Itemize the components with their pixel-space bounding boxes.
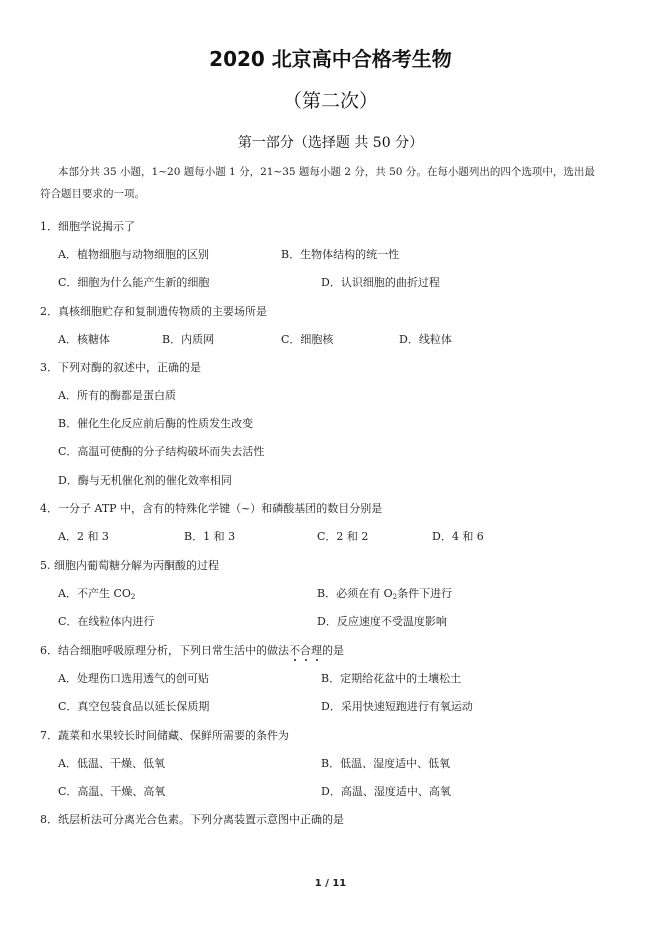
question-6-option-c: C．真空包装食品以延长保质期 — [58, 700, 210, 713]
page-number: 1 / 11 — [314, 878, 347, 889]
question-5-option-d: D．反应速度不受温度影响 — [317, 615, 447, 628]
question-1-option-d: D．认识细胞的曲折过程 — [321, 276, 440, 289]
question-3-option-a: A．所有的酶都是蛋白质 — [58, 389, 176, 402]
question-8-stem: 8．纸层析法可分离光合色素。下列分离装置示意图中正确的是 — [40, 813, 344, 826]
question-1-option-b: B．生物体结构的统一性 — [281, 248, 400, 261]
page-subtitle: （第二次） — [282, 90, 378, 112]
question-7-option-a: A．低温、干燥、低氧 — [58, 757, 165, 770]
section-heading: 第一部分（选择题 共 50 分） — [237, 135, 424, 151]
question-2-option-d: D．线粒体 — [399, 333, 452, 346]
question-7-option-b: B．低温、湿度适中、低氧 — [321, 757, 451, 770]
question-2-option-a: A．核糖体 — [58, 333, 110, 346]
question-1-option-a: A．植物细胞与动物细胞的区别 — [58, 248, 209, 261]
question-3-option-c: C．高温可使酶的分子结构破坏而失去活性 — [58, 445, 265, 458]
question-4-option-c: C．2 和 2 — [317, 530, 369, 543]
question-2-option-b: B．内质网 — [162, 333, 215, 346]
question-5-stem: 5. 细胞内葡萄糖分解为丙酮酸的过程 — [40, 559, 219, 572]
question-7-option-d: D．高温、湿度适中、高氧 — [321, 785, 451, 798]
question-6-stem: 6．结合细胞呼吸原理分析，下列日常生活中的做法不合理的是 — [40, 644, 344, 657]
intro-line-1: 本部分共 35 小题，1~20 题每小题 1 分，21~35 题每小题 2 分，共 50 分。在每小题列出的四个选项中，选出最 — [58, 166, 595, 178]
question-3-stem: 3．下列对酶的叙述中，正确的是 — [40, 361, 201, 374]
question-6-option-b: B．定期给花盆中的土壤松土 — [321, 672, 462, 685]
question-2-option-c: C．细胞核 — [281, 333, 334, 346]
question-3-option-d: D．酶与无机催化剂的催化效率相同 — [58, 474, 232, 487]
question-4-stem: 4．一分子 ATP 中，含有的特殊化学键（~）和磷酸基团的数目分别是 — [40, 502, 383, 515]
question-6-option-a: A．处理伤口选用透气的创可贴 — [58, 672, 209, 685]
question-7-stem: 7．蔬菜和水果较长时间储藏、保鲜所需要的条件为 — [40, 729, 289, 742]
question-4-option-a: A．2 和 3 — [58, 530, 109, 543]
question-1-stem: 1．细胞学说揭示了 — [40, 220, 135, 233]
question-5-option-a: A．不产生 $CO_2$ — [58, 587, 136, 601]
question-4-option-d: D．4 和 6 — [432, 530, 484, 543]
question-1-option-c: C．细胞为什么能产生新的细胞 — [58, 276, 210, 289]
question-4-option-b: B．1 和 3 — [184, 530, 236, 543]
question-5-option-b: B．必须在有 $O_2$条件下进行 — [317, 587, 453, 601]
page-title: 2020 北京高中合格考生物 — [209, 47, 452, 71]
question-7-option-c: C．高温、干燥、高氧 — [58, 785, 166, 798]
question-3-option-b: B．催化生化反应前后酶的性质发生改变 — [58, 417, 254, 430]
question-5-option-c: C．在线粒体内进行 — [58, 615, 155, 628]
question-6-option-d: D．采用快速短跑进行有氧运动 — [321, 700, 473, 713]
intro-line-2: 符合题目要求的一项。 — [40, 188, 145, 200]
question-2-stem: 2．真核细胞贮存和复制遗传物质的主要场所是 — [40, 305, 267, 318]
